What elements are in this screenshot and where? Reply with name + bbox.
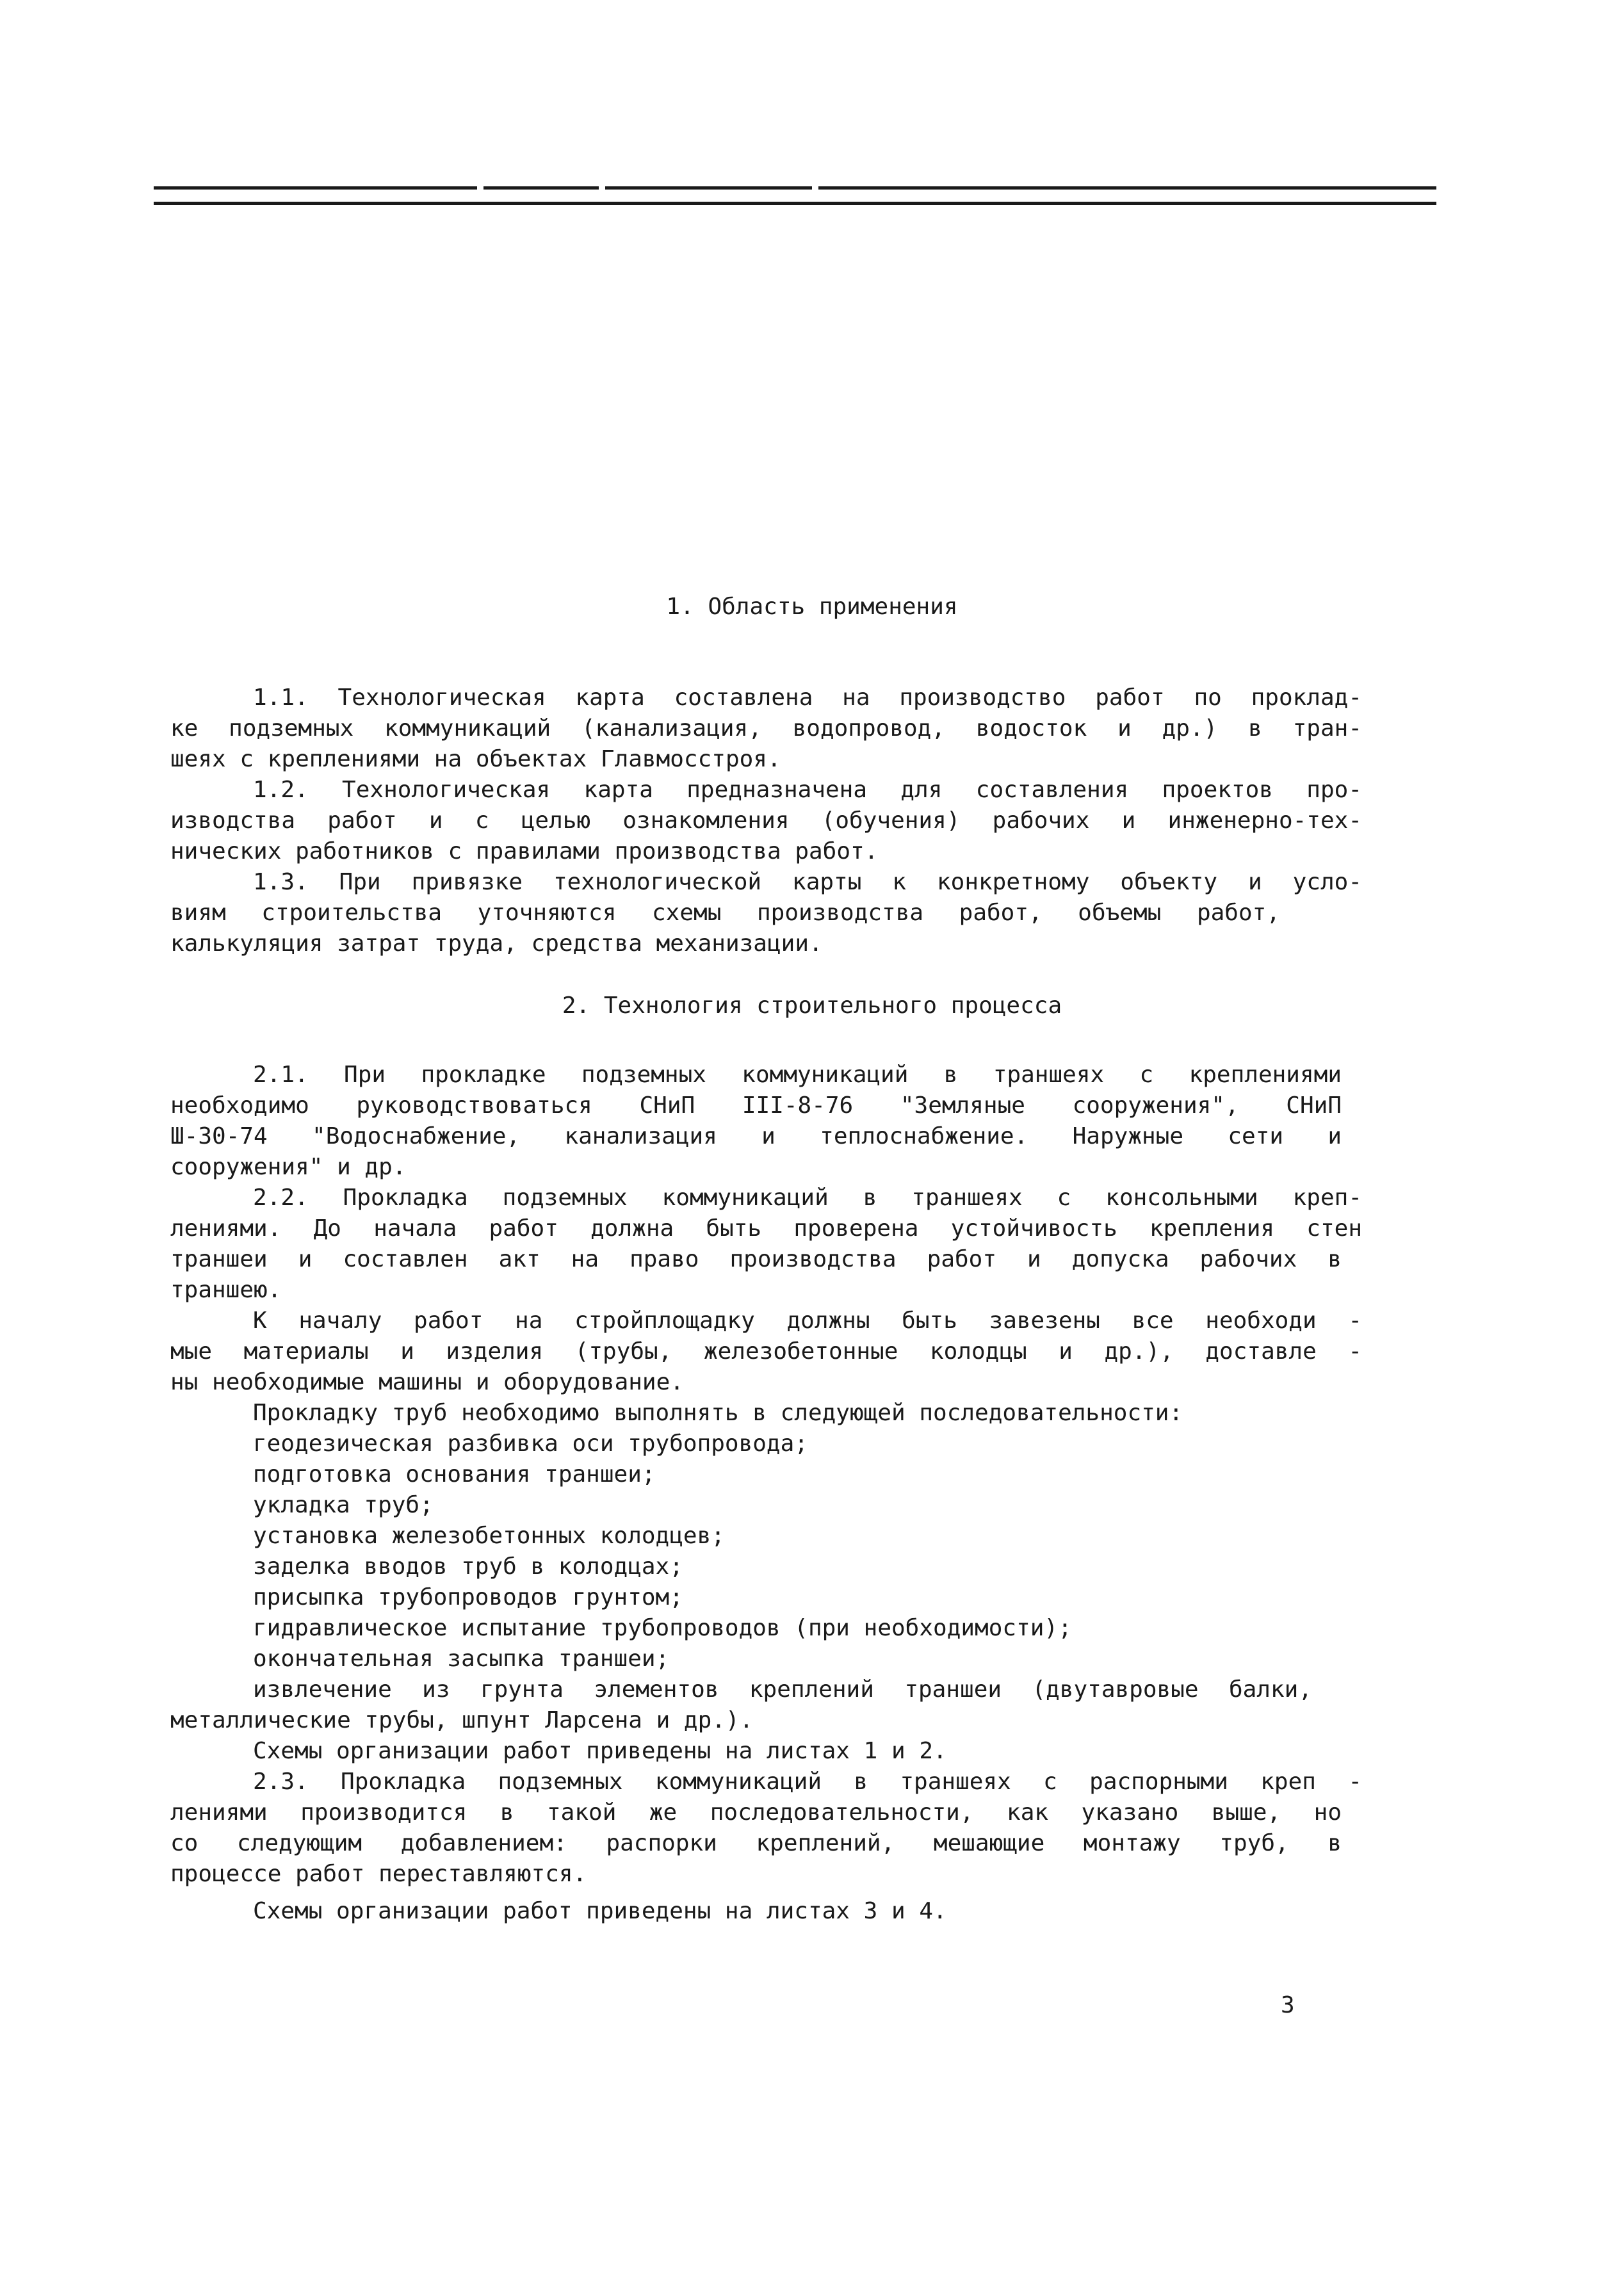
section-1-line: калькуляция затрат труда, средства механизации. — [170, 930, 823, 957]
section-2-line: 2.1. При прокладке подземных коммуникаций в траншеях с креплениями — [253, 1062, 1342, 1088]
section-2-line: подготовка основания траншеи; — [253, 1461, 656, 1488]
section-2-line: мые материалы и изделия (трубы, железобетонные колодцы и др.), доставле - — [170, 1338, 1362, 1365]
section-2-line: металлические трубы, шпунт Ларсена и др.). — [170, 1707, 754, 1733]
section-2-line: присыпка трубопроводов грунтом; — [253, 1584, 683, 1610]
section-1-heading: 1. Область применения — [666, 594, 958, 620]
section-2-line: гидравлическое испытание трубопроводов (при необходимости); — [253, 1615, 1072, 1641]
section-1-line: 1.1. Технологическая карта составлена на производство работ по проклад- — [253, 685, 1362, 711]
section-2-line: окончательная засыпка траншеи; — [253, 1646, 670, 1672]
header-rule-top — [154, 186, 1436, 190]
page-number: 3 — [1281, 1992, 1295, 2018]
header-rule-gap — [477, 186, 483, 190]
section-1-line: ке подземных коммуникаций (канализация, водопровод, водосток и др.) в тран- — [170, 715, 1362, 742]
section-2-line: лениями производится в такой же последовательности, как указано выше, но — [170, 1799, 1342, 1826]
section-2-line: траншею. — [170, 1277, 282, 1303]
section-2-line: необходимо руководствоваться СНиП III-8-76 "Земляные сооружения", СНиП — [170, 1092, 1342, 1119]
section-2-line: со следующим добавлением: распорки креплений, мешающие монтажу труб, в — [170, 1830, 1342, 1856]
section-2-line: Ш-30-74 "Водоснабжение, канализация и теплоснабжение. Наружные сети и — [170, 1123, 1342, 1149]
section-2-line: Схемы организации работ приведены на листах 3 и 4. — [253, 1898, 947, 1924]
section-1-line: изводства работ и с целью ознакомления (обучения) рабочих и инженерно-тех- — [170, 807, 1362, 834]
section-2-line: процессе работ переставляются. — [170, 1861, 587, 1887]
section-1-line: виям строительства уточняются схемы производства работ, объемы работ, — [170, 900, 1280, 926]
section-1-line: нических работников с правилами производства работ. — [170, 838, 879, 864]
section-2-line: установка железобетонных колодцев; — [253, 1523, 725, 1549]
section-2-line: заделка вводов труб в колодцах; — [253, 1553, 683, 1580]
section-2-line: геодезическая разбивка оси трубопровода; — [253, 1431, 808, 1457]
section-2-line: Прокладку труб необходимо выполнять в следующей последовательности: — [253, 1400, 1183, 1426]
section-2-line: 2.3. Прокладка подземных коммуникаций в траншеях с распорными креп - — [253, 1769, 1362, 1795]
section-2-line: 2.2. Прокладка подземных коммуникаций в траншеях с консольными креп- — [253, 1185, 1362, 1211]
section-2-line: ны необходимые машины и оборудование. — [170, 1369, 684, 1395]
section-2-heading: 2. Технология строительного процесса — [562, 993, 1062, 1019]
header-rule-gap — [812, 186, 818, 190]
section-2-line: извлечение из грунта элементов креплений траншеи (двутавровые балки, — [253, 1676, 1312, 1703]
section-2-line: укладка труб; — [253, 1492, 434, 1518]
section-2-line: лениями. До начала работ должна быть проверена устойчивость крепления стен — [170, 1215, 1362, 1242]
section-2-line: траншеи и составлен акт на право производства работ и допуска рабочих в — [170, 1246, 1342, 1272]
header-rule-gap — [599, 186, 605, 190]
section-2-line: Схемы организации работ приведены на листах 1 и 2. — [253, 1738, 947, 1764]
section-1-line: шеях с креплениями на объектах Главмосстроя. — [170, 746, 781, 772]
header-rule-bottom — [154, 202, 1436, 205]
section-1-line: 1.3. При привязке технологической карты к конкретному объекту и усло- — [253, 869, 1362, 895]
section-1-line: 1.2. Технологическая карта предназначена для составления проектов про- — [253, 777, 1362, 803]
section-2-line: сооружения" и др. — [170, 1154, 407, 1180]
section-2-line: К началу работ на стройплощадку должны быть завезены все необходи - — [253, 1308, 1362, 1334]
